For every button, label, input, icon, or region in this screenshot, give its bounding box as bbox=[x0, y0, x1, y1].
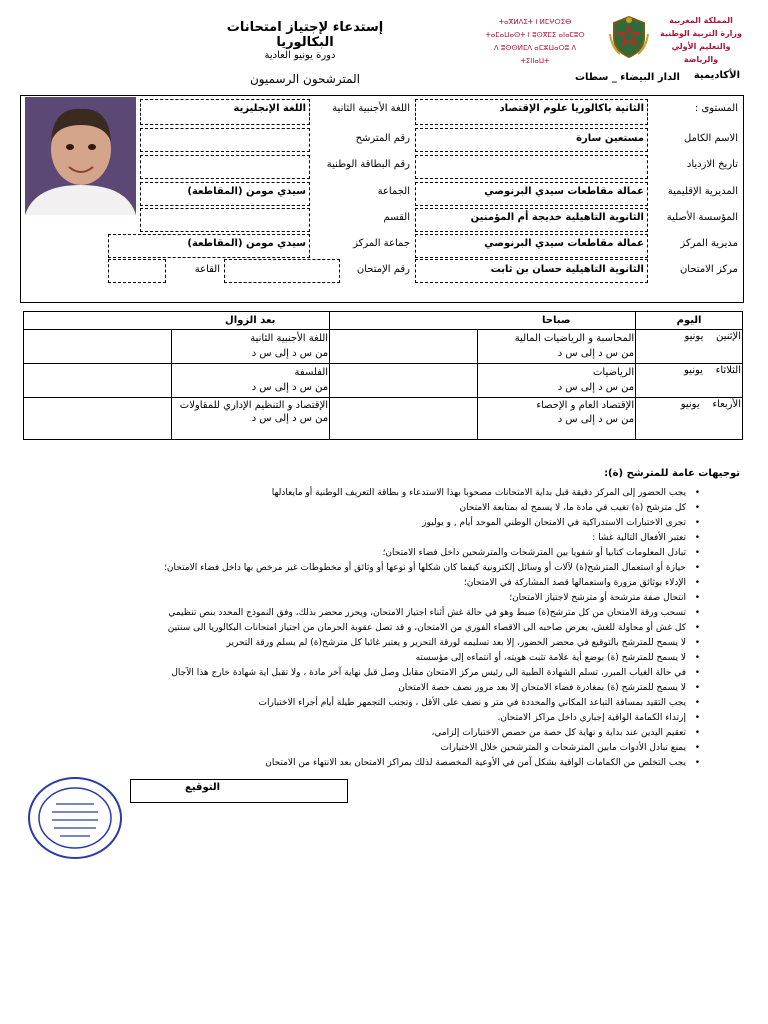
subject: الرياضيات bbox=[592, 367, 635, 378]
subject: الإقتصاد و التنظيم الإداري للمقاولات bbox=[179, 400, 329, 411]
center-directorate-label: مديرية المركز bbox=[680, 238, 738, 249]
ministry-arabic-line: وزارة التربية الوطنية bbox=[659, 29, 742, 38]
official-stamp bbox=[26, 776, 124, 860]
schedule-empty-cell bbox=[330, 364, 478, 398]
schedule-day: الإثنين bbox=[716, 331, 741, 342]
directorate-label: المديرية الإقليمية bbox=[667, 186, 738, 197]
ministry-tifinagh bbox=[485, 16, 585, 68]
ministry-tifinagh-line: ⴷ ⵓⵙⵙⵍⵎⴷ ⴰⵎⵣⵡⴰⵔⵓ ⴷ ⵜⵉⵏⵏⴰⵡⵜ bbox=[493, 44, 577, 65]
birthdate-field bbox=[415, 155, 648, 179]
instructions-title: توجيهات عامة للمترشح (ة): bbox=[604, 468, 740, 479]
instruction-item: • كل غش أو محاولة للغش، يعرض صاحبه الى الاقصاء الفوري من الامتحان، و قد تصل عقوبة الحرمان من اجتياز امتحانات البكالوريا الى سنتين bbox=[60, 621, 700, 636]
subject: الفلسفة bbox=[294, 367, 329, 378]
document-title: إستدعاء لإجتياز امتحانات البكالوريا bbox=[226, 20, 384, 50]
instruction-item: • تعقيم اليدين عند بداية و نهاية كل حصة من حصص الاختبارات إلزامي، bbox=[60, 726, 700, 741]
time-slot: من س د إلى س د bbox=[557, 414, 635, 425]
instruction-item: • تبادل المعلومات كتابيا أو شفويا بين المترشحات والمترشحين داخل فضاء الامتحان؛ bbox=[60, 546, 700, 561]
col-header-afternoon: بعد الزوال bbox=[171, 312, 329, 330]
section-label: القسم bbox=[383, 212, 410, 223]
instruction-item: • كل مترشح (ة) تغيب في مادة ما، لا يسمح له بمتابعة الامتحان bbox=[60, 501, 700, 516]
coat-of-arms-icon bbox=[606, 14, 652, 60]
exam-no-label: رقم الإمتحان bbox=[356, 264, 410, 275]
fullname-value: مستعين سارة bbox=[576, 133, 644, 144]
schedule-morning-cell bbox=[477, 398, 635, 440]
schedule-empty-cell bbox=[24, 330, 172, 364]
national-id-field bbox=[140, 155, 310, 179]
room-label: القاعة bbox=[194, 264, 220, 275]
schedule-day-cell bbox=[636, 330, 743, 364]
instruction-item: • حيازة أو استعمال المترشح(ة) لآلات أو وسائل إلكترونية كيفما كان شكلها أو نوعها أو وثائق أو مخطوطات غير مرخص بها داخل فضاء الامتحان؛ bbox=[60, 561, 700, 576]
subject: اللغة الأجنبية الثانية bbox=[250, 333, 329, 344]
schedule-row bbox=[24, 330, 743, 364]
center-commune-value: سيدي مومن (المقاطعة) bbox=[187, 238, 306, 249]
center-directorate-value: عمالة مقاطعات سيدي البرنوصي bbox=[484, 238, 644, 249]
ministry-tifinagh-line: ⵜⴰⵎⴰⵡⴰⵙⵜ ⵏ ⵓⵙⴳⵎⵉ ⴰⵏⴰⵎⵓⵔ bbox=[485, 31, 585, 39]
instruction-item: • لا يسمح للمترشح (ة) بوضع أية علامة تثبت هويته، أو انتماءه إلى مؤسسته bbox=[60, 651, 700, 666]
second-lang-value: اللغة الإنجليزية bbox=[233, 103, 306, 114]
instruction-item: • تسحب ورقة الامتحان من كل مترشح(ة) ضبط وهو في حالة غش أثناء اجتياز الامتحان، ويحرر محضر بذلك، وفق النموذج المحدد بنص تنظيمي bbox=[60, 606, 700, 621]
instructions-list bbox=[60, 486, 700, 771]
instruction-item: • يجب التخلص من الكمامات الواقية بشكل آمن في الأوعية المخصصة لذلك بمراكز الامتحان بعد الانتهاء من الامتحان bbox=[60, 756, 700, 771]
level-value: الثانية باكالوريا علوم الإقتصاد bbox=[499, 103, 644, 114]
time-slot: من س د إلى س د bbox=[557, 348, 635, 359]
schedule-empty-cell bbox=[24, 398, 172, 440]
room-field bbox=[108, 259, 166, 283]
schedule-morning-cell bbox=[477, 364, 635, 398]
signature-label: التوقيع bbox=[185, 782, 220, 793]
instruction-item: • تعتبر الأفعال التالية غشا : bbox=[60, 531, 700, 546]
schedule-row bbox=[24, 398, 743, 440]
ministry-arabic-line: المملكة المغربية bbox=[669, 16, 733, 25]
instruction-item: • لا يسمح للمترشح بالتوقيع في محضر الحضور، إلا بعد تسليمه لورقة التحرير و يعتبر غائبا كل مترشح(ة) لم يسلم ورقة التحرير bbox=[60, 636, 700, 651]
section-field bbox=[140, 208, 310, 232]
commune-label: الجماعة bbox=[377, 186, 410, 197]
schedule-day-cell bbox=[636, 364, 743, 398]
schedule-month: يونيو bbox=[684, 331, 704, 342]
second-lang-label: اللغة الأجنبية الثانية bbox=[332, 103, 410, 114]
instruction-item: • يمنع تبادل الأدوات مابين المترشحات و المترشحين خلال الاختبارات bbox=[60, 741, 700, 756]
exam-center-label: مركز الامتحان bbox=[679, 264, 738, 275]
exam-center-value: الثانوية التاهيلية حسان بن ثابت bbox=[490, 264, 644, 275]
instruction-item: • الإدلاء بوثائق مزورة واستعمالها قصد المشاركة في الامتحان؛ bbox=[60, 576, 700, 591]
center-commune-label: جماعة المركز bbox=[353, 238, 410, 249]
schedule-empty-cell bbox=[330, 398, 478, 440]
schedule-afternoon-cell bbox=[171, 398, 329, 440]
instruction-item: • انتحال صفة مترشحة أو مترشح لاجتياز الامتحان؛ bbox=[60, 591, 700, 606]
instruction-item: • إرتداء الكمامة الواقية إجباري داخل مراكز الامتحان. bbox=[60, 711, 700, 726]
time-slot: من س د إلى س د bbox=[251, 348, 329, 359]
col-header-day: اليوم bbox=[636, 312, 743, 330]
candidate-no-label: رقم المترشح bbox=[355, 133, 410, 144]
schedule-empty-cell bbox=[330, 330, 478, 364]
ministry-arabic-line: والتعليم الأولي والرياضة bbox=[671, 42, 731, 64]
schedule-day: الثلاثاء bbox=[715, 365, 741, 376]
exam-schedule-table bbox=[23, 311, 743, 440]
school-label: المؤسسة الأصلية bbox=[666, 212, 738, 223]
time-slot: من س د إلى س د bbox=[251, 382, 329, 393]
candidate-no-field bbox=[140, 128, 310, 152]
instruction-item: • لا يسمح للمترشح (ة) بمغادرة فضاء الامتحان إلا بعد مرور نصف حصة الامتحان bbox=[60, 681, 700, 696]
session-label: دورة يونيو العادية bbox=[264, 50, 336, 61]
directorate-value: عمالة مقاطعات سيدي البرنوصي bbox=[484, 186, 644, 197]
schedule-afternoon-cell bbox=[171, 330, 329, 364]
birthdate-label: تاريخ الازدياد bbox=[686, 159, 738, 170]
time-slot: من س د إلى س د bbox=[557, 382, 635, 393]
academy-value: الدار البيضاء _ سطات bbox=[574, 72, 680, 83]
schedule-day-cell bbox=[636, 398, 743, 440]
ministry-arabic bbox=[660, 14, 742, 66]
national-id-label: رقم البطاقة الوطنية bbox=[326, 159, 410, 170]
schedule-month: يونيو bbox=[680, 399, 700, 410]
schedule-header-row bbox=[24, 312, 743, 330]
schedule-afternoon-cell bbox=[171, 364, 329, 398]
instruction-item: • يجب التقيد بمسافة التباعد المكاني والمحددة في متر و نصف على الأقل ، وتجنب التجمهر طيلة أيام أجراء الاختبارات bbox=[60, 696, 700, 711]
schedule-empty-cell bbox=[24, 364, 172, 398]
instruction-item: • تجرى الاختبارات الاستدراكية في الامتحان الوطني الموحد أيام , و يوليوز bbox=[60, 516, 700, 531]
candidate-photo bbox=[25, 97, 136, 215]
commune-value: سيدي مومن (المقاطعة) bbox=[187, 186, 306, 197]
level-label: المستوى : bbox=[694, 103, 738, 114]
candidates-type: المترشحون الرسميون bbox=[249, 72, 361, 86]
fullname-label: الاسم الكامل bbox=[683, 133, 738, 144]
exam-no-field bbox=[224, 259, 340, 283]
schedule-morning-cell bbox=[477, 330, 635, 364]
instruction-item: • في حالة الغياب المبرر، تسلم الشهادة الطبية الى رئيس مركز الامتحان مقابل وصل قبل نهاية آخر مادة ، ولا تقبل اية شهادة خارج هذا الآجال bbox=[60, 666, 700, 681]
instruction-item: • يجب الحضور إلى المركز دقيقة قبل بداية الامتحانات مصحوبا بهذا الاستدعاء و بطاقة التعريف الوطنية أو مايعادلها bbox=[60, 486, 700, 501]
schedule-row bbox=[24, 364, 743, 398]
ministry-tifinagh-line: ⵜⴰⴳⵍⴷⵉⵜ ⵏ ⵍⵎⵖⵔⵉⴱ bbox=[498, 18, 572, 26]
subject: المحاسبة و الرياضيات المالية bbox=[514, 333, 635, 344]
time-slot: من س د إلى س د bbox=[251, 413, 329, 424]
col-header-morning: صباحا bbox=[477, 312, 635, 330]
col-header-spacer bbox=[24, 312, 172, 330]
academy-label: الأكاديمية bbox=[693, 70, 740, 81]
col-header-spacer bbox=[330, 312, 478, 330]
schedule-day: الأربعاء bbox=[712, 399, 741, 410]
schedule-month: يونيو bbox=[684, 365, 703, 376]
subject: الإقتصاد العام و الإحصاء bbox=[536, 400, 635, 411]
school-value: الثانوية التاهيلية خديجة أم المؤمنين bbox=[470, 212, 644, 223]
